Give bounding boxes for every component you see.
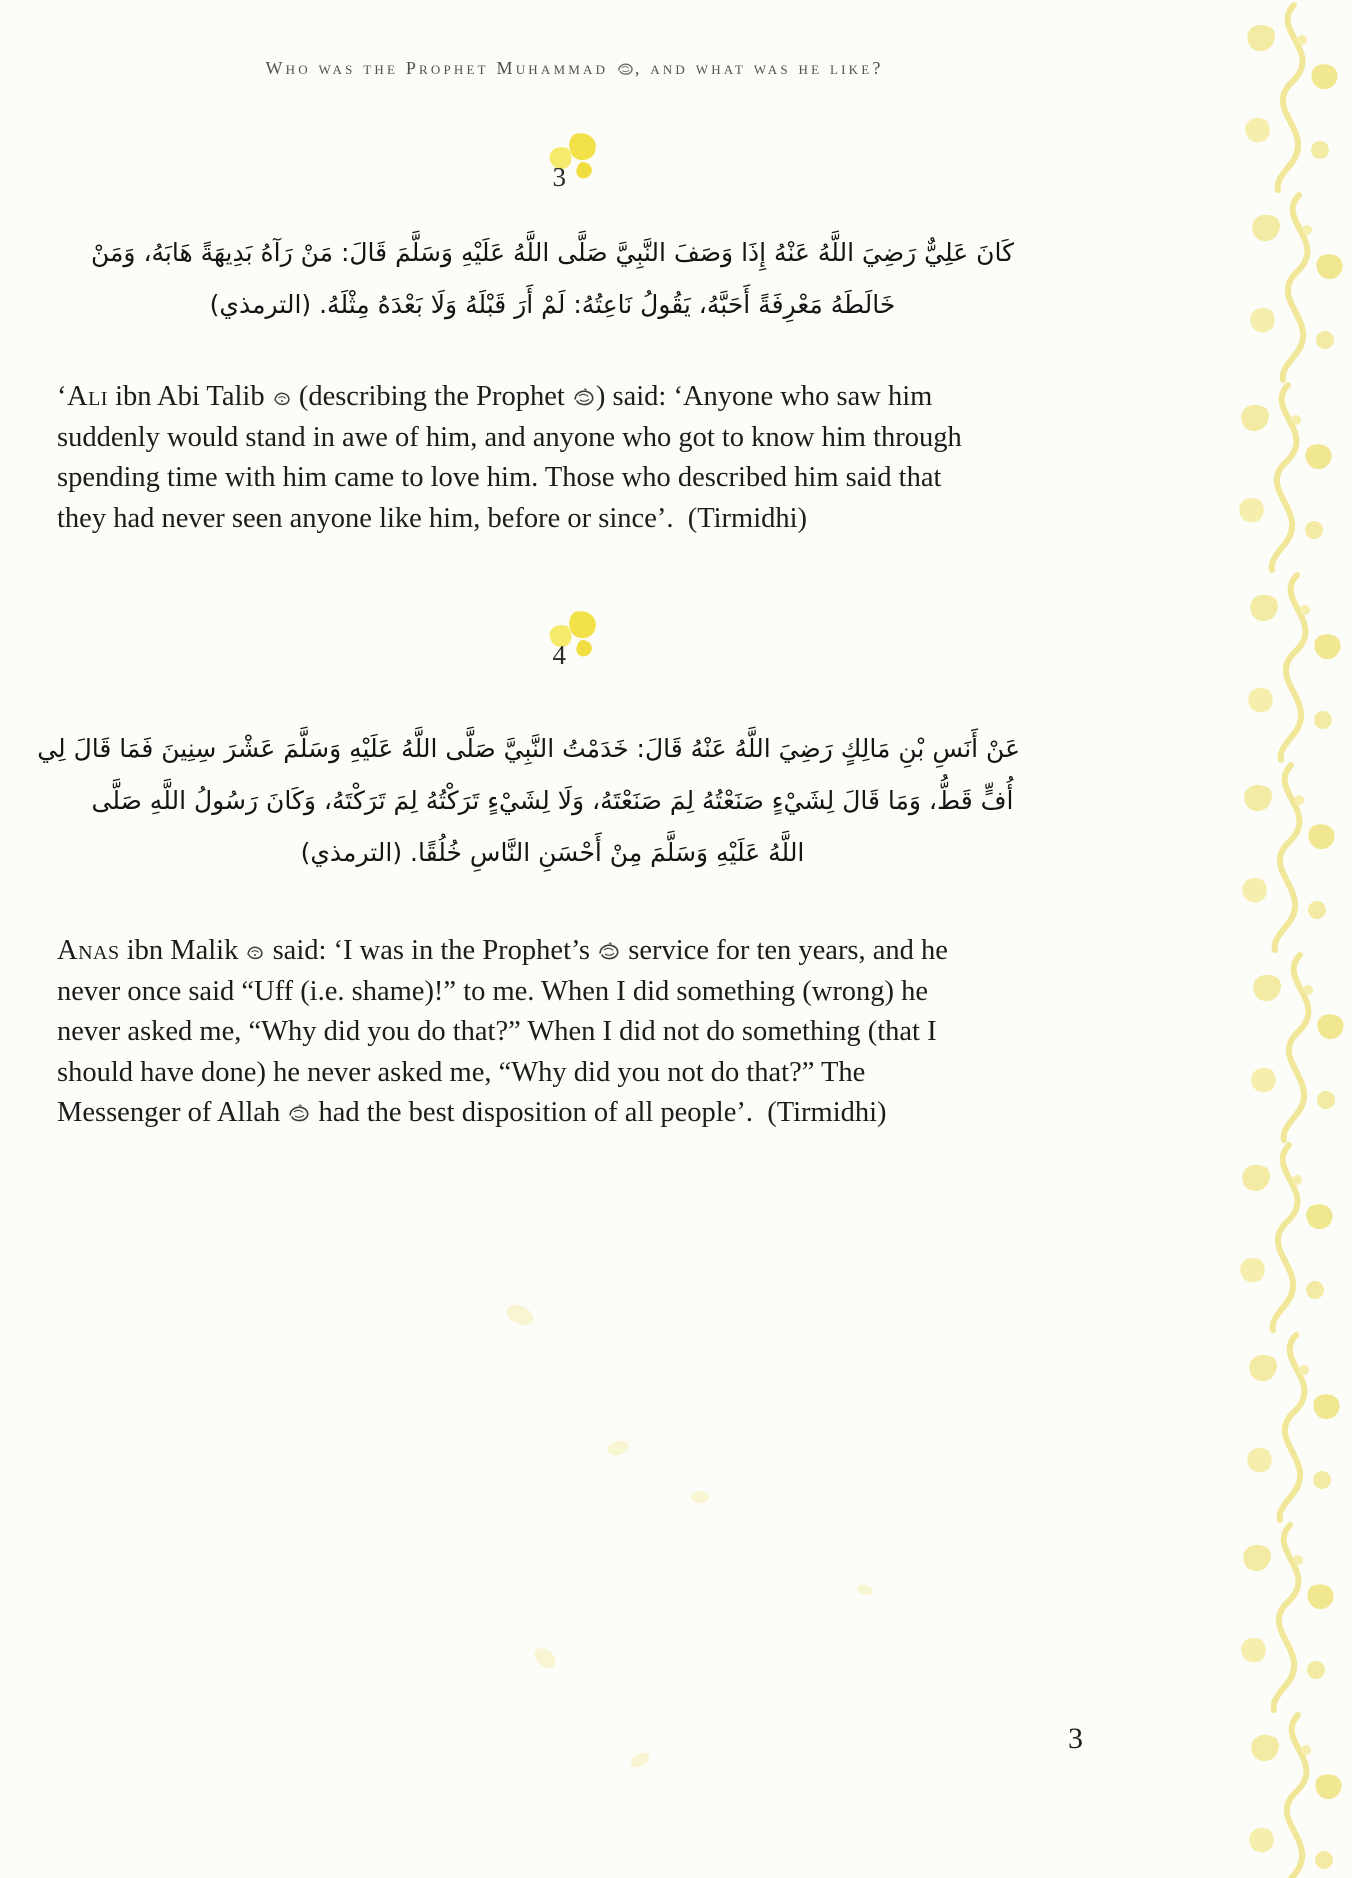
arabic-line: كَانَ عَلِيٌّ رَضِيَ اللَّهُ عَنْهُ إِذَا وَصَفَ النَّبِيَّ صَلَّى اللَّهُ عَلَيْهِ وَسَلَّمَ قَالَ: مَنْ رَآهُ بَدِيهَةً هَابَهُ، وَمَنْ: [91, 238, 1014, 267]
hadith-translation: [57, 377, 992, 539]
text-segment: service for ten years, and he never once said “Uff (i.e. shame)!” to me. When I did something (wrong) he never asked me, “Why did you do that?” When I did not do something (that I should have done) he never asked me, “Why did you not do that?” The Messenger of Allah: [57, 935, 948, 1128]
hadith-number: 4: [552, 640, 566, 670]
text-segment: said: ‘I was in the Prophet’s: [265, 935, 598, 966]
arabic-line: اللَّهُ عَلَيْهِ وَسَلَّمَ مِنْ أَحْسَنِ النَّاسِ خُلُقًا. (الترمذي): [300, 838, 805, 867]
narrator-name: ‘Ali: [57, 381, 108, 412]
pbuh-icon: [597, 941, 621, 961]
arabic-line: أُفٍّ قَطُّ، وَمَا قَالَ لِشَيْءٍ صَنَعْتُهُ لِمَ صَنَعْتَهُ، وَلَا لِشَيْءٍ تَرَكْتُهُ لِمَ تَرَكْتَهُ، وَكَانَ رَسُولُ اللَّهِ صَلَّى: [91, 786, 1014, 815]
text-segment: ibn Abi Talib: [107, 381, 272, 412]
pbuh-icon: [616, 61, 635, 76]
page-number: 3: [1068, 1722, 1083, 1755]
arabic-line: خَالَطَهُ مَعْرِفَةً أَحَبَّهُ، يَقُولُ نَاعِتُهُ: لَمْ أَرَ قَبْلَهُ وَلَا بَعْدَهُ مِثْلَهُ. (الترمذي): [209, 290, 896, 319]
hadith-number-marker: [105, 131, 1040, 191]
radiallahu-anhu-icon: [245, 943, 265, 961]
hadith-number-marker: [105, 609, 1040, 669]
hadith-arabic-text: [85, 227, 1020, 331]
text-column: [37, 0, 1020, 1134]
radiallahu-anhu-icon: [272, 389, 292, 407]
text-segment: ) said: ‘Anyone who saw him suddenly would stand in awe of him, and anyone who got to know him through spending time with him came to love him. Those who described him said that they had never seen anyone like him, before or since’. (Tirmidhi): [57, 381, 962, 534]
text-segment: (describing the Prophet: [291, 381, 572, 412]
running-header-text-right: , and what was he like?: [634, 58, 884, 78]
text-segment: had the best disposition of all people’. (Tirmidhi): [311, 1097, 887, 1128]
text-segment: ibn Malik: [119, 935, 246, 966]
hadith-number: 3: [552, 162, 566, 192]
hadith-arabic-text: [37, 723, 1020, 879]
hadith-translation: [57, 931, 992, 1134]
arabic-line: عَنْ أَنَسِ بْنِ مَالِكٍ رَضِيَ اللَّهُ عَنْهُ قَالَ: خَدَمْتُ النَّبِيَّ صَلَّى اللَّهُ عَلَيْهِ وَسَلَّمَ عَشْرَ سِنِينَ فَمَا قَالَ لِي: [37, 734, 1020, 763]
running-header: [107, 58, 1042, 79]
pbuh-icon: [572, 387, 596, 407]
pbuh-icon: [287, 1103, 311, 1123]
narrator-name: Anas: [57, 935, 120, 966]
running-header-text-left: Who was the Prophet Muhammad: [265, 58, 609, 78]
